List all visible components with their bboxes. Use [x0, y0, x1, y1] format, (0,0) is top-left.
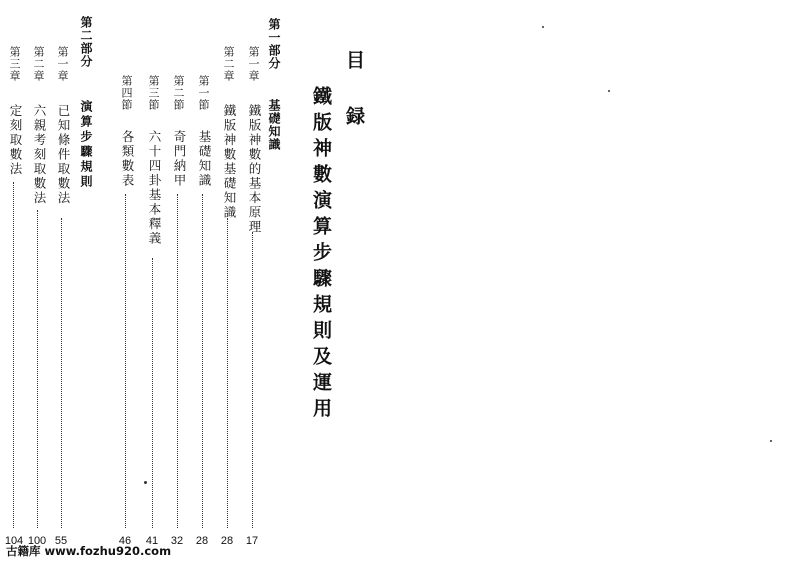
section2-title: 奇門納甲 — [172, 130, 187, 188]
section1-leader — [202, 194, 203, 528]
scan-speck — [608, 90, 610, 92]
p2-ch3-title: 定刻取數法 — [8, 104, 23, 177]
section3-page: 41 — [145, 535, 159, 547]
p1-ch1-title: 鐵版神數的基本原理 — [247, 104, 262, 235]
p1-ch1-page: 17 — [245, 535, 259, 547]
section4-label: 第四節 — [120, 75, 133, 111]
p2-ch2-leader — [37, 210, 38, 528]
section1-label: 第一節 — [197, 75, 210, 111]
watermark: 古籍库 www.fozhu920.com — [6, 544, 172, 558]
p2-ch1-title: 已知條件取數法 — [56, 104, 71, 206]
p1-ch2-page: 28 — [220, 535, 234, 547]
section3-leader — [152, 258, 153, 528]
p2-ch3-leader — [13, 182, 14, 528]
section3-title: 六十四卦基本釋義 — [147, 130, 162, 246]
part1-title: 基礎知識 — [267, 99, 281, 151]
section2-page: 32 — [170, 535, 184, 547]
book-name: 鐵版神數演算步驟規則及運用 — [310, 86, 332, 424]
part2-title: 演算步驟規則 — [79, 100, 93, 190]
p2-ch3-page: 104 — [4, 535, 24, 547]
title-mu: 目 — [343, 50, 365, 74]
section4-title: 各類數表 — [120, 130, 135, 188]
p1-ch1-leader — [252, 232, 253, 528]
section2-leader — [177, 194, 178, 528]
section4-leader — [125, 194, 126, 528]
p1-ch1-label: 第一章 — [247, 46, 260, 82]
section4-page: 46 — [118, 535, 132, 547]
p2-ch1-leader — [61, 218, 62, 528]
title-lu: 録 — [343, 106, 365, 130]
p1-ch2-title: 鐵版神數基礎知識 — [222, 104, 237, 220]
part1-label: 第一部分 — [267, 18, 281, 70]
p2-ch1-page: 55 — [54, 535, 68, 547]
scan-speck — [542, 26, 544, 28]
p1-ch2-leader — [227, 218, 228, 528]
section1-title: 基礎知識 — [197, 130, 212, 188]
section2-label: 第二節 — [172, 75, 185, 111]
p2-ch1-label: 第一章 — [56, 46, 69, 82]
p1-ch2-label: 第二章 — [222, 46, 235, 82]
scan-speck — [144, 481, 147, 484]
p2-ch2-title: 六親考刻取數法 — [32, 104, 47, 206]
p2-ch2-page: 100 — [27, 535, 47, 547]
section3-label: 第三節 — [147, 75, 160, 111]
scan-speck — [770, 440, 772, 442]
p2-ch3-label: 第三章 — [8, 46, 21, 82]
p2-ch2-label: 第二章 — [32, 46, 45, 82]
section1-page: 28 — [195, 535, 209, 547]
part2-label: 第二部分 — [79, 16, 93, 68]
